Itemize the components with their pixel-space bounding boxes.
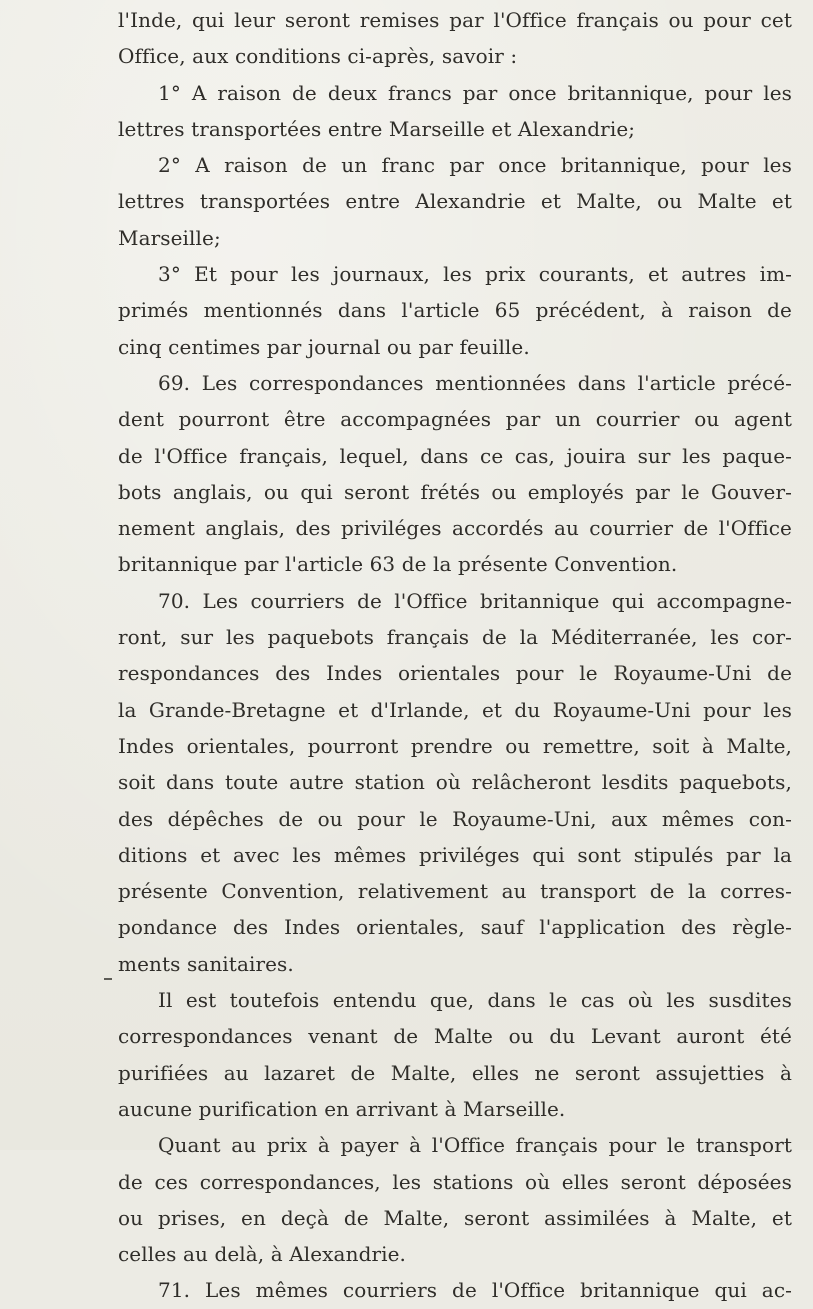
text-line: la Grande-Bretagne et d'Irlande, et du Royaume-Uni pour les [118, 697, 792, 722]
text-line: britannique par l'article 63 de la présente Convention. [118, 552, 678, 577]
text-line: ront, sur les paquebots français de la Méditerranée, les cor- [118, 625, 792, 650]
body-text [118, 2, 792, 1309]
text-line: respondances des Indes orientales pour le Royaume-Uni de [118, 661, 792, 686]
text-line: 1° A raison de deux francs par once britannique, pour les [158, 80, 792, 105]
text-line: 2° A raison de un franc par once britannique, pour les [158, 153, 792, 178]
text-line: celles au delà, à Alexandrie. [118, 1242, 407, 1267]
text-line: des dépêches de ou pour le Royaume-Uni, aux mêmes con- [118, 806, 792, 831]
margin-mark [104, 978, 112, 980]
text-line: primés mentionnés dans l'article 65 précédent, à raison de [118, 298, 792, 323]
text-line: 3° Et pour les journaux, les prix courants, et autres im- [158, 262, 792, 287]
text-line: présente Convention, relativement au transport de la corres- [118, 879, 792, 904]
text-line: soit dans toute autre station où relâcheront lesdits paquebots, [118, 770, 792, 795]
text-line: aucune purification en arrivant à Marseille. [118, 1096, 566, 1121]
text-line: lettres transportées entre Marseille et Alexandrie; [118, 116, 636, 141]
text-line: nement anglais, des priviléges accordés au courrier de l'Office [118, 516, 792, 541]
text-line: de l'Office français, lequel, dans ce cas, jouira sur les paque- [118, 443, 792, 468]
text-line: Quant au prix à payer à l'Office français pour le transport [158, 1133, 792, 1158]
text-line: Il est toutefois entendu que, dans le cas où les susdites [158, 988, 792, 1013]
text-line: l'Inde, qui leur seront remises par l'Office français ou pour cet [118, 8, 792, 32]
text-line: de ces correspondances, les stations où elles seront déposées [118, 1169, 792, 1194]
text-line: Office, aux conditions ci-après, savoir : [118, 44, 518, 69]
text-line: ou prises, en deçà de Malte, seront assimilées à Malte, et [118, 1205, 792, 1230]
text-line: 69. Les correspondances mentionnées dans l'article précé- [158, 370, 792, 395]
text-line: correspondances venant de Malte ou du Levant auront été [118, 1024, 792, 1049]
text-line: dent pourront être accompagnées par un courrier ou agent [118, 407, 792, 432]
text-line: 71. Les mêmes courriers de l'Office britannique qui ac- [158, 1278, 792, 1303]
text-line: cinq centimes par journal ou par feuille. [118, 334, 530, 359]
text-line: Marseille; [118, 225, 221, 250]
text-line: ments sanitaires. [118, 951, 294, 976]
text-line: purifiées au lazaret de Malte, elles ne seront assujetties à [118, 1060, 792, 1085]
text-line: 70. Les courriers de l'Office britannique qui accompagne- [158, 588, 792, 613]
text-line: Indes orientales, pourront prendre ou remettre, soit à Malte, [118, 733, 792, 758]
text-line: bots anglais, ou qui seront frétés ou employés par le Gouver- [118, 479, 792, 504]
text-line: lettres transportées entre Alexandrie et Malte, ou Malte et [118, 189, 792, 214]
text-line: pondance des Indes orientales, sauf l'application des règle- [118, 915, 792, 940]
text-line: ditions et avec les mêmes priviléges qui sont stipulés par la [118, 842, 792, 867]
